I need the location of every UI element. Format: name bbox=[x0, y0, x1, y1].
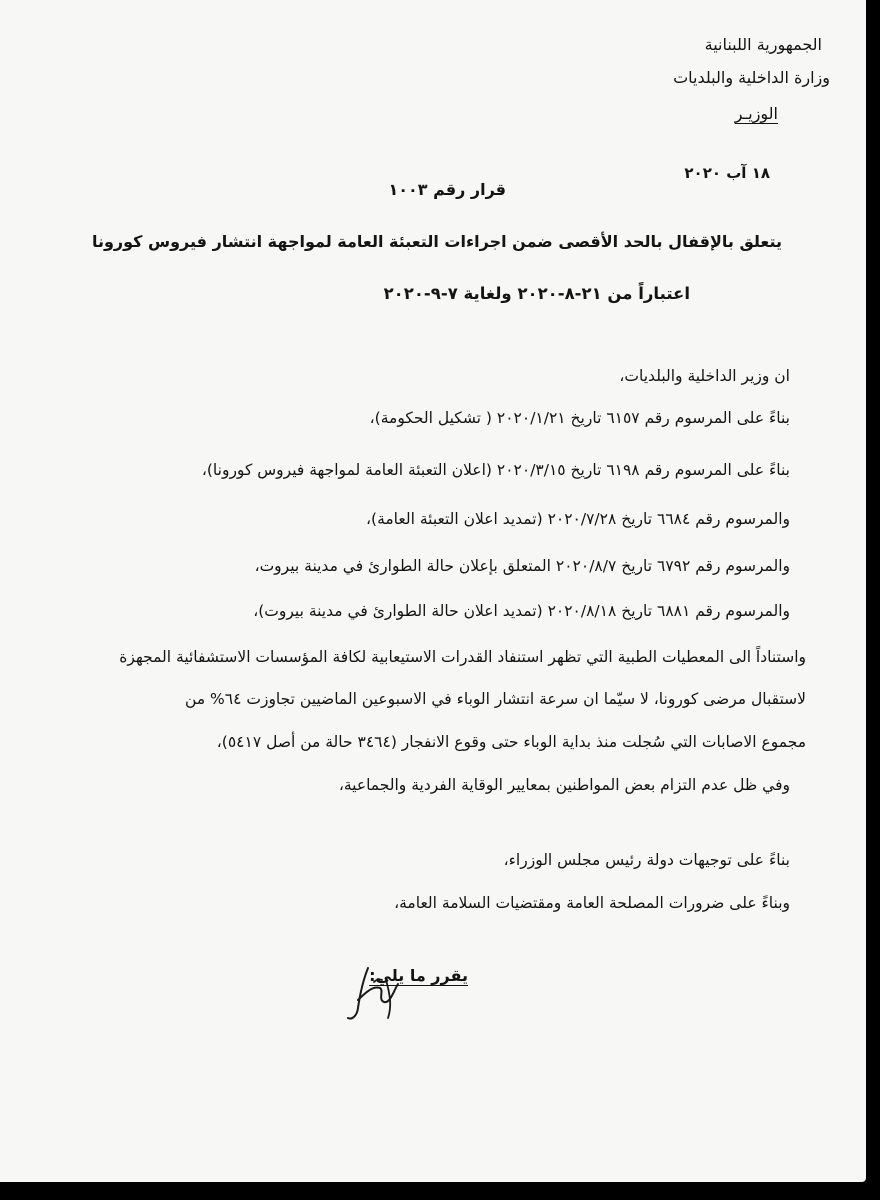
header-ministry: وزارة الداخلية والبلديات bbox=[673, 68, 830, 87]
header-minister: الوزيـر bbox=[734, 104, 778, 123]
signature-mark bbox=[338, 960, 412, 1030]
body-line: بناءً على المرسوم رقم ٦١٥٧ تاريخ ٢٠٢٠/١/٢١ ( تشكيل الحكومة)، bbox=[369, 409, 790, 427]
decision-date: ١٨ آب ٢٠٢٠ bbox=[684, 164, 770, 182]
body-line: واستناداً الى المعطيات الطبية التي تظهر استنفاد القدرات الاستيعابية لكافة المؤسسات الاستشفائية المجهزة bbox=[119, 648, 806, 666]
header-republic: الجمهورية اللبنانية bbox=[704, 35, 822, 54]
decision-period: اعتباراً من ٢١-٨-٢٠٢٠ ولغاية ٧-٩-٢٠٢٠ bbox=[383, 284, 690, 303]
body-line: لاستقبال مرضى كورونا، لا سيّما ان سرعة انتشار الوباء في الاسبوعين الماضيين تجاوزت ٦٤% من bbox=[185, 690, 806, 708]
body-line: مجموع الاصابات التي سُجلت منذ بداية الوباء حتى وقوع الانفجار (٣٤٦٤ حالة من أصل ٥٤١٧)، bbox=[216, 733, 806, 751]
body-line: بناءً على المرسوم رقم ٦١٩٨ تاريخ ٢٠٢٠/٣/١٥ (اعلان التعبئة العامة لمواجهة فيروس كورونا)، bbox=[201, 461, 790, 479]
body-line: والمرسوم رقم ٦٧٩٢ تاريخ ٢٠٢٠/٨/٧ المتعلق بإعلان حالة الطوارئ في مدينة بيروت، bbox=[254, 557, 790, 575]
body-line: بناءً على توجيهات دولة رئيس مجلس الوزراء، bbox=[503, 851, 790, 869]
body-line: ان وزير الداخلية والبلديات، bbox=[619, 367, 790, 385]
body-line: وبناءً على ضرورات المصلحة العامة ومقتضيات السلامة العامة، bbox=[394, 894, 790, 912]
body-line: وفي ظل عدم التزام بعض المواطنين بمعايير الوقاية الفردية والجماعية، bbox=[338, 776, 790, 794]
decision-subject: يتعلق بالإقفال بالحد الأقصى ضمن اجراءات التعبئة العامة لمواجهة انتشار فيروس كورونا bbox=[91, 232, 782, 251]
decision-number: قرار رقم ١٠٠٣ bbox=[388, 180, 506, 199]
decides-heading: يقرر ما يلي: bbox=[369, 966, 468, 985]
body-line: والمرسوم رقم ٦٨٨١ تاريخ ٢٠٢٠/٨/١٨ (تمديد اعلان حالة الطوارئ في مدينة بيروت)، bbox=[253, 602, 790, 620]
body-line: والمرسوم رقم ٦٦٨٤ تاريخ ٢٠٢٠/٧/٢٨ (تمديد اعلان التعبئة العامة)، bbox=[366, 510, 790, 528]
